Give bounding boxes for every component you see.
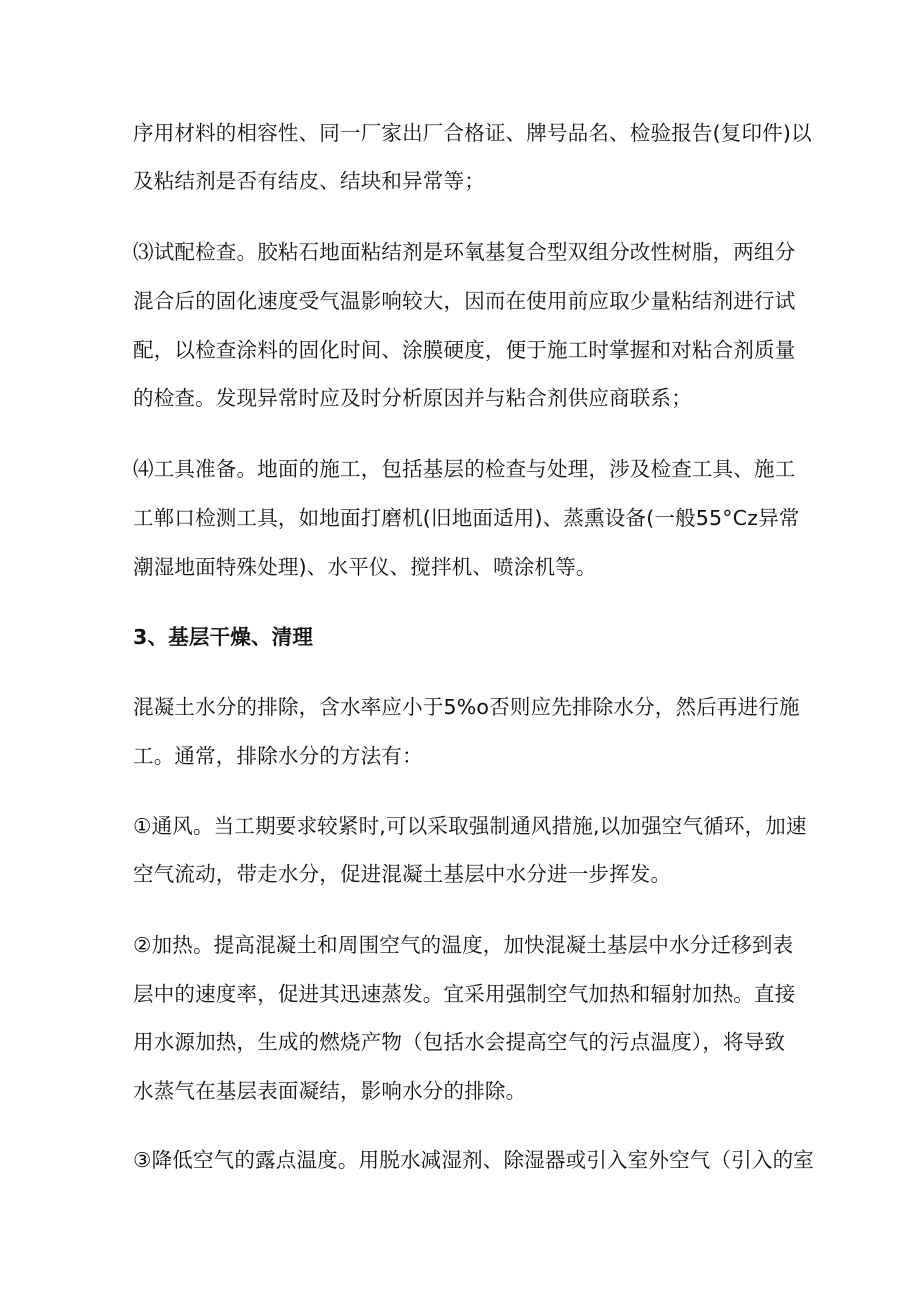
text-line: 混凝土水分的排除，含水率应小于5%o否则应先排除水分，然后再进行施 [133,695,800,719]
text-line: 工。通常，排除水分的方法有： [133,744,423,768]
text-line: 用水源加热，生成的燃烧产物（包括水会提高空气的污点温度），将导致 [133,1030,786,1054]
text-line: 水蒸气在基层表面凝结，影响水分的排除。 [133,1079,527,1103]
text-line: 空气流动，带走水分，促进混凝土基层中水分进一步挥发。 [133,862,672,886]
text-line: 层中的速度率，促进其迅速蒸发。宜采用强制空气加热和辐射加热。直接 [133,982,796,1006]
text-line: 混合后的固化速度受气温影响较大，因而在使用前应取少量粘结剂进行试 [133,289,796,313]
text-line: 的检查。发现异常时应及时分析原因并与粘合剂供应商联系； [133,386,692,410]
text-line: ⑷工具准备。地面的施工，包括基层的检查与处理，涉及检查工具、施工 [133,457,796,481]
text-line: 潮湿地面特殊处理)、水平仪、搅拌机、喷涂机等。 [133,555,597,579]
text-line: ①通风。当工期要求较紧时,可以采取强制通风措施,以加强空气循环，加速 [133,814,807,838]
text-line: 及粘结剂是否有结皮、结块和异常等； [133,169,485,193]
text-line: ⑶试配检查。胶粘石地面粘结剂是环氧基复合型双组分改性树脂，两组分 [133,240,796,264]
text-line: ③降低空气的露点温度。用脱水减湿剂、除湿器或引入室外空气（引入的室 [133,1148,814,1172]
section-heading: 3、基层干燥、清理 [133,625,314,649]
text-line: 工郸口检测工具，如地面打磨机(旧地面适用)、蒸熏设备(一般55°Cz异常 [133,506,800,530]
text-line: 配，以检查涂料的固化时间、涂膜硬度，便于施工时掌握和对粘合剂质量 [133,338,796,362]
text-line: 序用材料的相容性、同一厂家出厂合格证、牌号品名、检验报告(复印件)以 [133,121,812,145]
text-line: ②加热。提高混凝土和周围空气的温度，加快混凝土基层中水分迁移到表 [133,933,794,957]
